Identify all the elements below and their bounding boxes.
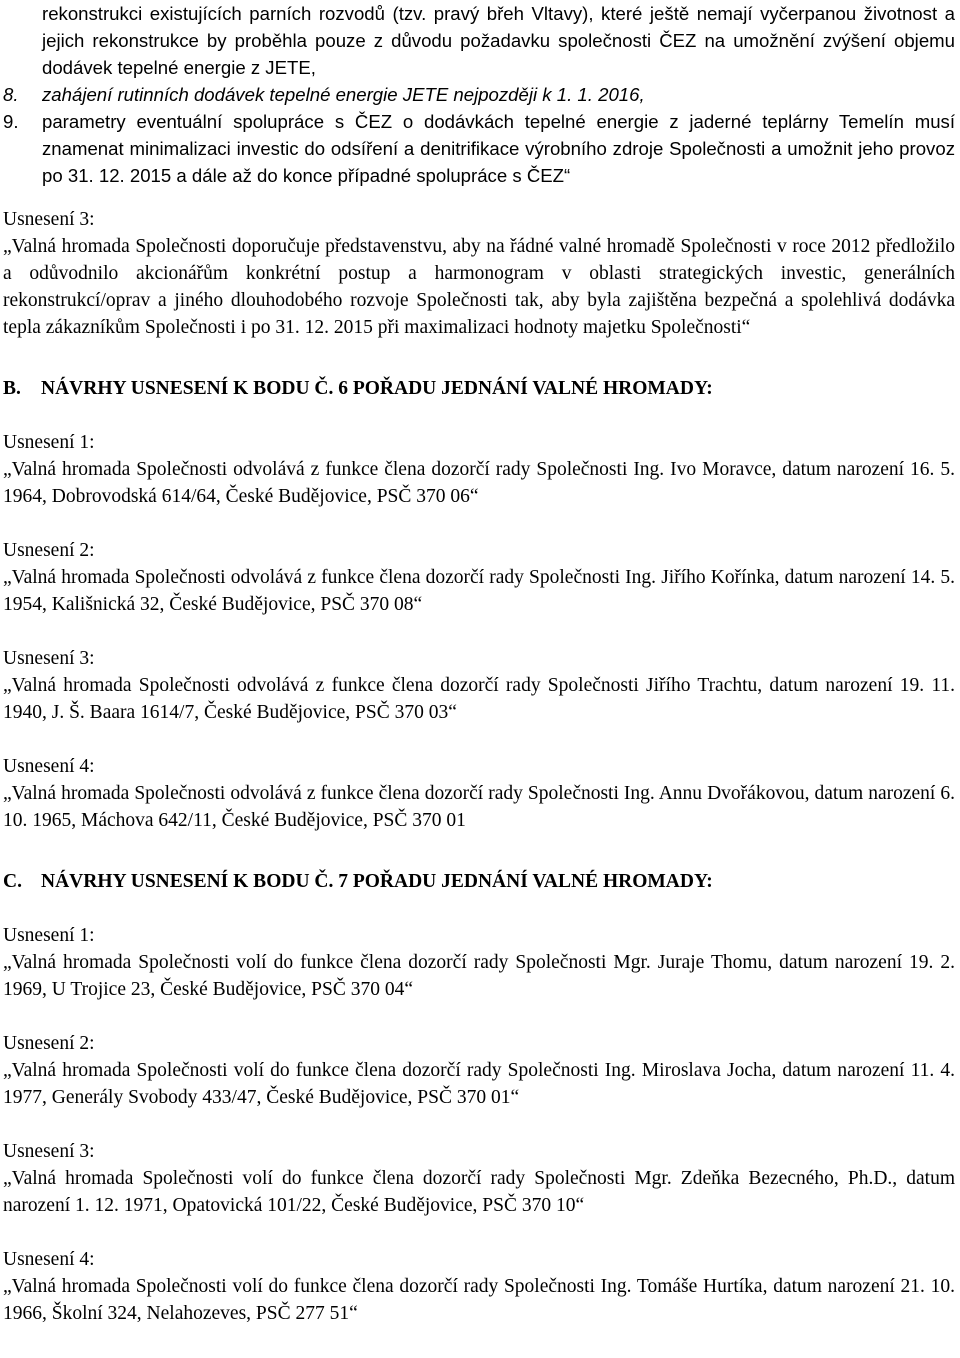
resolution-heading: Usnesení 1:	[3, 432, 95, 453]
resolution-text: „Valná hromada Společnosti volí do funkce člena dozorčí rady Společnosti Ing. Miroslava Jocha, datum narození 11. 4. 1977, Generály Svobody 433/47, České Budějovice, PSČ 370 01“	[3, 1060, 955, 1108]
list-continuation: rekonstrukci existujících parních rozvodů (tzv. pravý břeh Vltavy), které ještě nemají vyčerpanou životnost a jejich rekonstrukce by proběhla pouze z důvodu požadavku společnosti ČEZ na umožnění zvýšení objemu dodávek tepelné energie z JETE,	[42, 3, 955, 78]
resolution-heading: Usnesení 3:	[3, 1141, 95, 1162]
resolution-text: „Valná hromada Společnosti odvolává z funkce člena dozorčí rady Společnosti Ing. Annu Dvořákovou, datum narození 6. 10. 1965, Máchova 642/11, České Budějovice, PSČ 370 01	[3, 783, 955, 831]
resolution-text: „Valná hromada Společnosti odvolává z funkce člena dozorčí rady Společnosti Ing. Jiřího Kořínka, datum narození 14. 5. 1954, Kališnická 32, České Budějovice, PSČ 370 08“	[3, 567, 955, 615]
resolution-c2	[3, 1030, 955, 1111]
resolution-text: „Valná hromada Společnosti volí do funkce člena dozorčí rady Společnosti Mgr. Zdeňka Bezecného, Ph.D., datum narození 1. 12. 1971, Opatovická 101/22, České Budějovice, PSČ 370 10“	[3, 1168, 955, 1216]
resolution-c1	[3, 922, 955, 1003]
list-item-8	[3, 81, 955, 108]
resolution-b3	[3, 645, 955, 726]
resolution-heading: Usnesení 4:	[3, 1249, 95, 1270]
resolution-text: „Valná hromada Společnosti doporučuje představenstvu, aby na řádné valné hromadě Společnosti v roce 2012 předložilo a odůvodnilo akcionářům konkrétní postup a harmonogram v oblasti strategických investic, generálních rekonstrukcí/oprav a jiného dlouhodobého rozvoje Společnosti tak, aby byla zajištěna bezpečná a spolehlivá dodávka tepla zákazníkům Společnosti i po 31. 12. 2015 při maximalizaci hodnoty majetku Společnosti“	[3, 236, 955, 338]
resolution-b4	[3, 753, 955, 834]
section-title: NÁVRHY USNESENÍ K BODU Č. 7 POŘADU JEDNÁNÍ VALNÉ HROMADY:	[41, 871, 713, 892]
list-item-text: parametry eventuální spolupráce s ČEZ o dodávkách tepelné energie z jaderné teplárny Temelín musí znamenat minimalizaci investic do odsíření a denitrifikace výrobního zdroje Společnosti a umožnit jeho provoz po 31. 12. 2015 a dále až do konce případné spolupráce s ČEZ“	[42, 111, 955, 186]
section-c-heading	[3, 868, 955, 895]
resolution-text: „Valná hromada Společnosti odvolává z funkce člena dozorčí rady Společnosti Jiřího Trachtu, datum narození 19. 11. 1940, J. Š. Baara 1614/7, České Budějovice, PSČ 370 03“	[3, 675, 955, 723]
section-b-heading	[3, 375, 955, 402]
resolution-b1	[3, 429, 955, 510]
resolution-text: „Valná hromada Společnosti volí do funkce člena dozorčí rady Společnosti Mgr. Juraje Thomu, datum narození 19. 2. 1969, U Trojice 23, České Budějovice, PSČ 370 04“	[3, 952, 955, 1000]
resolution-a3	[3, 206, 955, 341]
section-letter: C.	[3, 871, 22, 892]
resolution-c4	[3, 1246, 955, 1327]
list-number: 9.	[3, 111, 19, 132]
resolution-heading: Usnesení 2:	[3, 1033, 95, 1054]
resolution-heading: Usnesení 2:	[3, 540, 95, 561]
resolution-text: „Valná hromada Společnosti odvolává z funkce člena dozorčí rady Společnosti Ing. Ivo Moravce, datum narození 16. 5. 1964, Dobrovodská 614/64, České Budějovice, PSČ 370 06“	[3, 459, 955, 507]
list-item-9	[3, 108, 955, 189]
list-number: 8.	[3, 84, 19, 105]
list-item-text: zahájení rutinních dodávek tepelné energie JETE nejpozději k 1. 1. 2016,	[42, 84, 645, 105]
section-b	[3, 375, 955, 834]
document-page	[3, 0, 955, 1327]
resolution-heading: Usnesení 4:	[3, 756, 95, 777]
resolution-text: „Valná hromada Společnosti volí do funkce člena dozorčí rady Společnosti Ing. Tomáše Hurtíka, datum narození 21. 10. 1966, Školní 324, Nelahozeves, PSČ 277 51“	[3, 1276, 955, 1324]
resolution-b2	[3, 537, 955, 618]
resolution-heading: Usnesení 1:	[3, 925, 95, 946]
section-letter: B.	[3, 378, 21, 399]
section-title: NÁVRHY USNESENÍ K BODU Č. 6 POŘADU JEDNÁNÍ VALNÉ HROMADY:	[41, 378, 713, 399]
resolution-c3	[3, 1138, 955, 1219]
resolution-heading: Usnesení 3:	[3, 209, 95, 230]
intro-block	[3, 0, 955, 189]
resolution-heading: Usnesení 3:	[3, 648, 95, 669]
intro-list	[3, 81, 955, 189]
section-c	[3, 868, 955, 1327]
